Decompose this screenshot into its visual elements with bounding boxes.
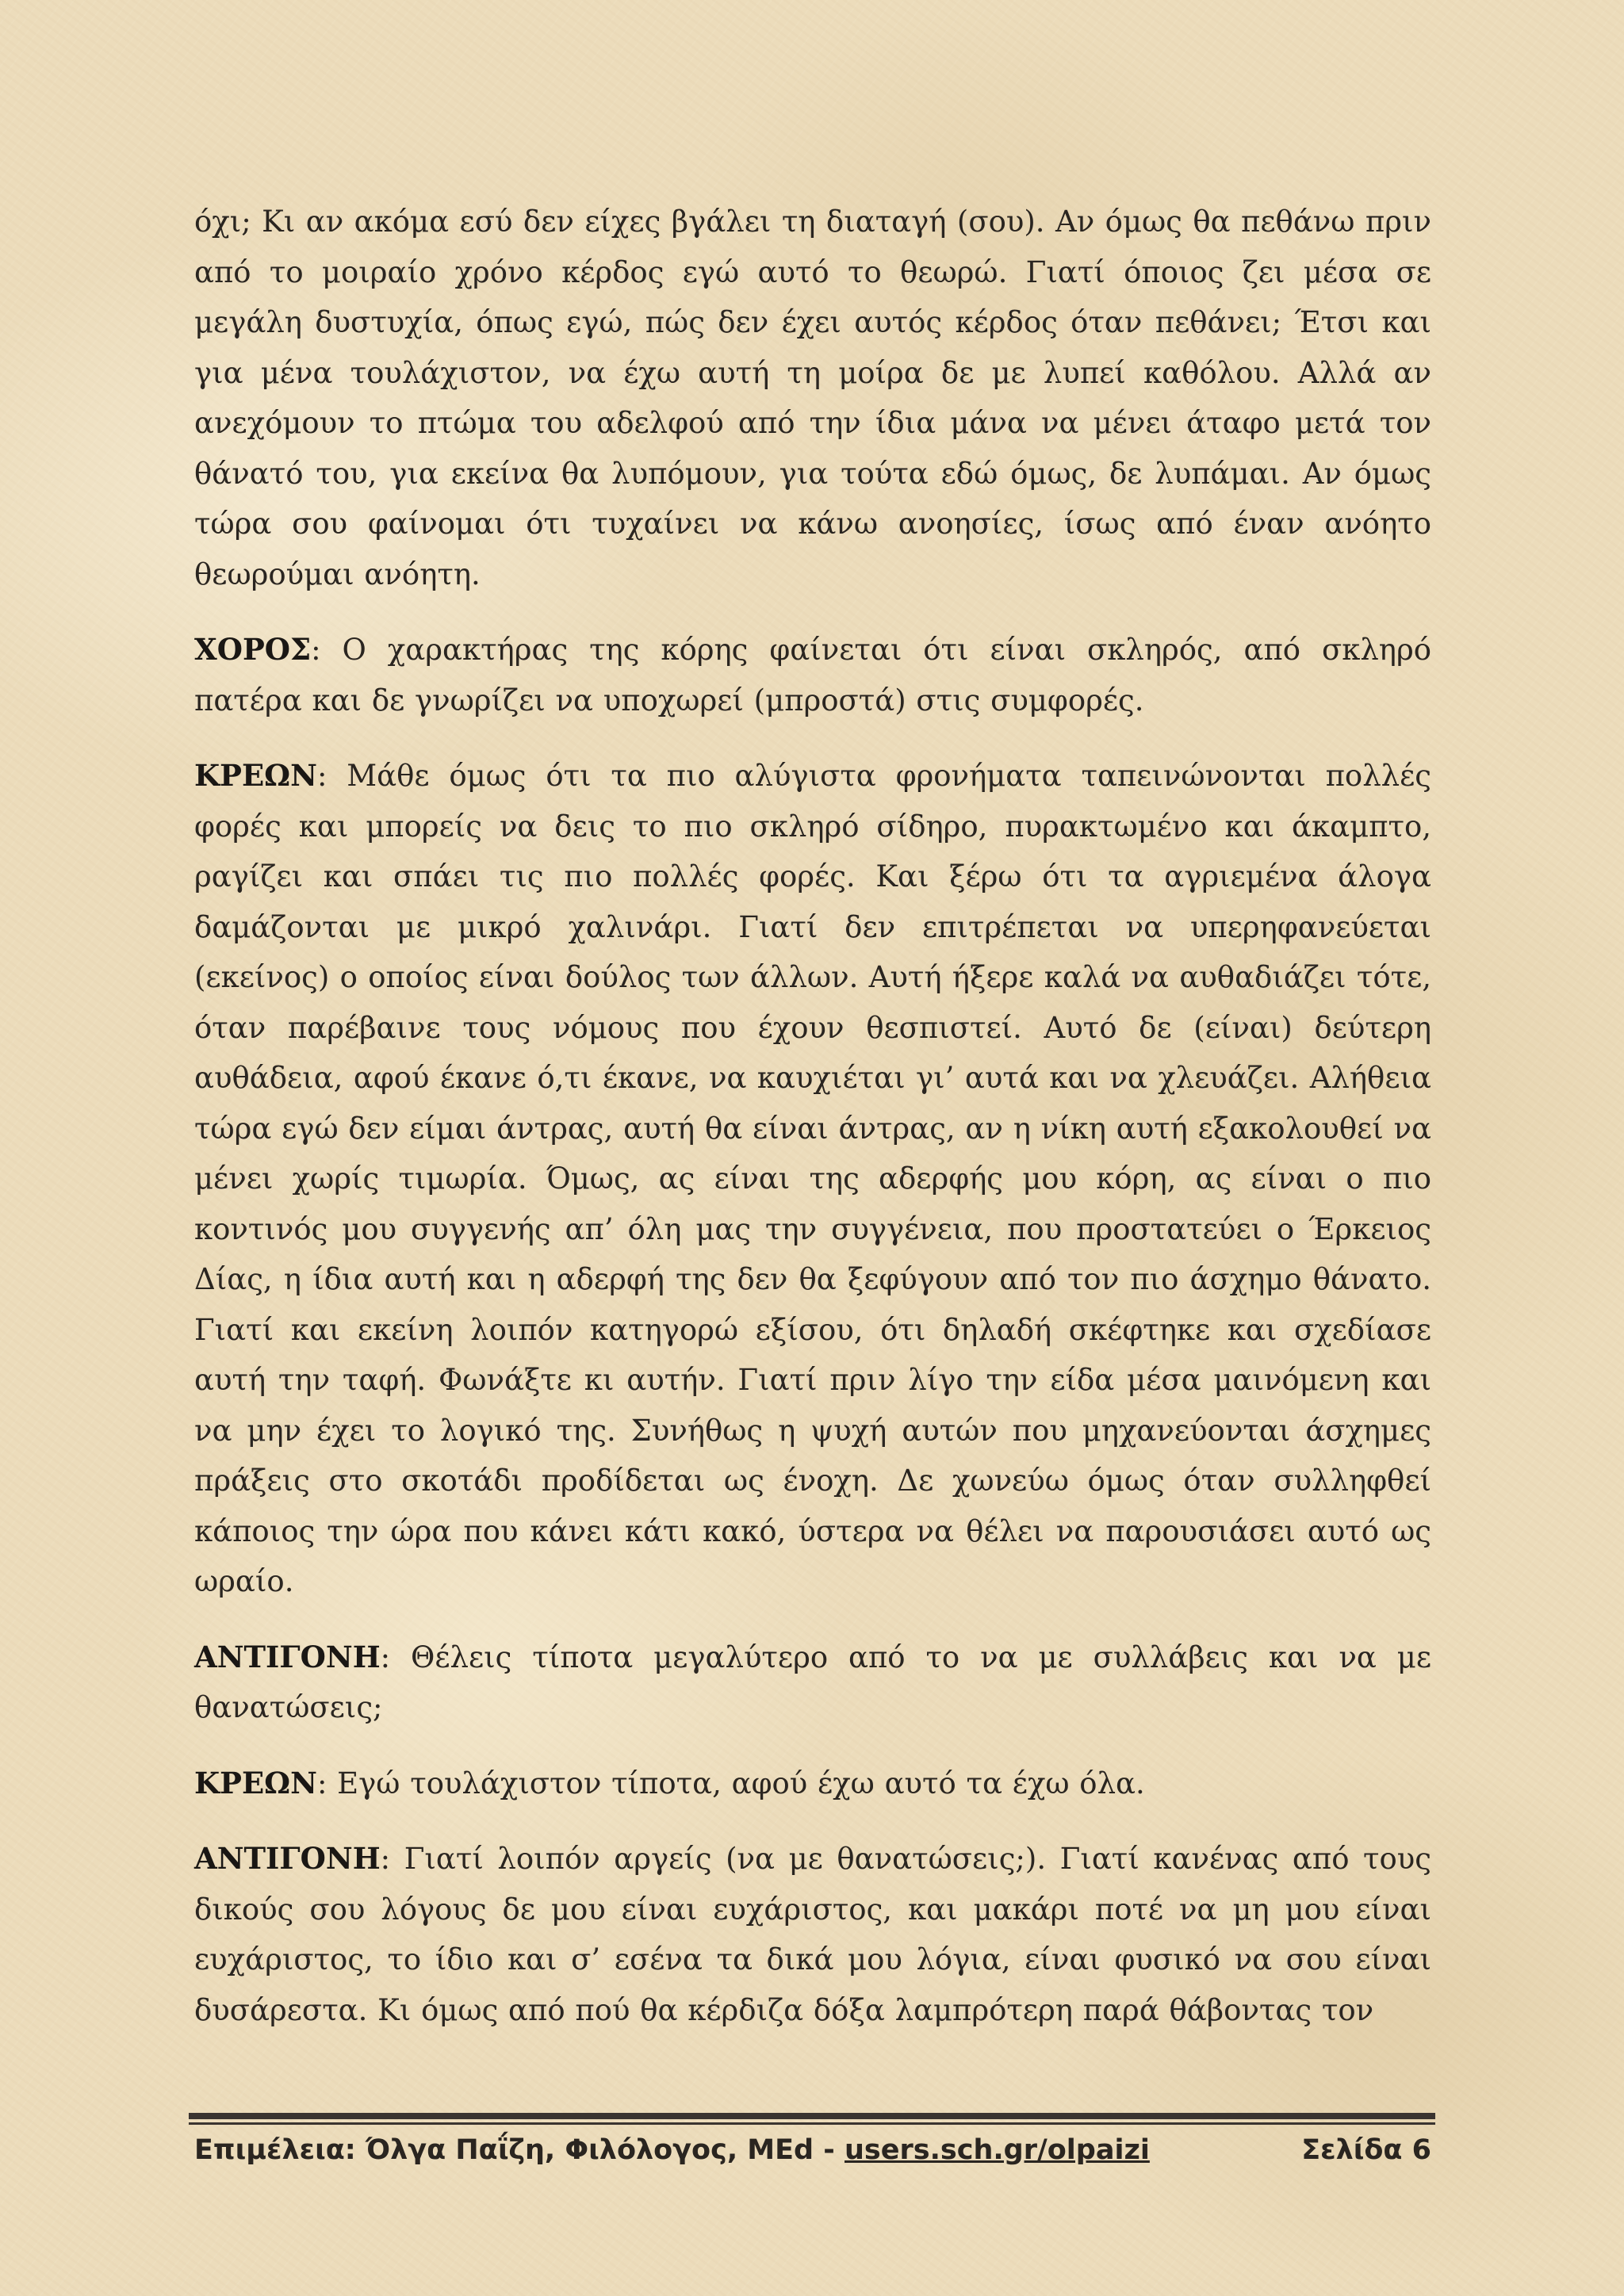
paragraph <box>194 1632 1431 1733</box>
footer-divider-thin <box>189 2122 1435 2125</box>
paragraph-text: Γιατί λοιπόν αργείς (να με θανατώσεις;). Γιατί κανένας από τους δικούς σου λόγους δε μου είναι ευχάριστος, και μακάρι ποτέ να μη μου είναι ευχάριστος, το ίδιο και σ’ εσένα τα δικά μου λόγια, είναι φυσικό να σου είναι δυσάρεστα. Κι όμως από πού θα κέρδιζα δόξα λαμπρότερη παρά θάβοντας τον <box>194 1842 1432 2027</box>
paragraph <box>194 1834 1431 2035</box>
footer-credit <box>194 2126 1150 2174</box>
page-footer <box>194 2126 1431 2174</box>
paragraph <box>194 751 1431 1607</box>
speaker-separator: : <box>380 1640 412 1674</box>
speaker-name: ΚΡΕΩΝ <box>194 758 317 793</box>
speaker-name: ΑΝΤΙΓΟΝΗ <box>194 1639 381 1674</box>
speaker-separator: : <box>380 1842 404 1876</box>
paragraph-text: Εγώ τουλάχιστον τίποτα, αφού έχω αυτό τα έχω όλα. <box>337 1766 1145 1800</box>
speaker-name: ΧΟΡΟΣ <box>194 632 312 667</box>
footer-credit-text: Επιμέλεια: Όλγα Παΐζη, Φιλόλογος, MEd - <box>194 2134 845 2166</box>
paragraph <box>194 625 1431 725</box>
paragraph-text: όχι; Κι αν ακόμα εσύ δεν είχες βγάλει τη διαταγή (σου). Αν όμως θα πεθάνω πριν από το μοιραίο χρόνο κέρδος εγώ αυτό το θεωρώ. Γιατί όποιος ζει μέσα σε μεγάλη δυστυχία, όπως εγώ, πώς δεν έχει αυτός κέρδος όταν πεθάνει; Έτσι και για μένα τουλάχιστον, να έχω αυτή τη μοίρα δε με λυπεί καθόλου. Αλλά αν ανεχόμουν το πτώμα του αδελφού από την ίδια μάνα να μένει άταφο μετά τον θάνατό του, για εκείνα θα λυπόμουν, για τούτα εδώ όμως, δε λυπάμαι. Αν όμως τώρα σου φαίνομαι ότι τυχαίνει να κάνω ανοησίες, ίσως από έναν ανόητο θεωρούμαι ανόητη. <box>194 205 1431 591</box>
speaker-name: ΚΡΕΩΝ <box>194 1765 317 1800</box>
page-number: Σελίδα 6 <box>1301 2134 1431 2166</box>
footer-divider <box>189 2113 1435 2119</box>
speaker-separator: : <box>316 759 347 793</box>
paragraph-text: Θέλεις τίποτα μεγαλύτερο από το να με συλλάβεις και να με θανατώσεις; <box>194 1640 1431 1724</box>
paragraph <box>194 1758 1431 1809</box>
footer-website-link[interactable]: users.sch.gr/olpaizi <box>845 2134 1150 2166</box>
document-body <box>194 197 1431 2061</box>
speaker-name: ΑΝΤΙΓΟΝΗ <box>194 1841 381 1876</box>
speaker-separator: : <box>316 1766 338 1800</box>
paragraph <box>194 197 1431 599</box>
paragraph-text: Μάθε όμως ότι τα πιο αλύγιστα φρονήματα ταπεινώνονται πολλές φορές και μπορείς να δεις το πιο σκληρό σίδηρο, πυρακτωμένο και άκαμπτο, ραγίζει και σπάει τις πιο πολλές φορές. Και ξέρω ότι τα αγριεμένα άλογα δαμάζονται με μικρό χαλινάρι. Γιατί δεν επιτρέπεται να υπερηφανεύεται (εκείνος) ο οποίος είναι δούλος των άλλων. Αυτή ήξερε καλά να αυθαδιάζει τότε, όταν παρέβαινε τους νόμους που έχουν θεσπιστεί. Αυτό δε (είναι) δεύτερη αυθάδεια, αφού έκανε ό,τι έκανε, να καυχιέται γι’ αυτά και να χλευάζει. Αλήθεια τώρα εγώ δεν είμαι άντρας, αυτή θα είναι άντρας, αν η νίκη αυτή εξακολουθεί να μένει χωρίς τιμωρία. Όμως, ας είναι της αδερφής μου κόρη, ας είναι ο πιο κοντινός μου συγγενής απ’ όλη μας την συγγένεια, που προστατεύει ο Έρκειος Δίας, η ίδια αυτή και η αδερφή της δεν θα ξεφύγουν από τον πιο άσχημο θάνατο. Γιατί και εκείνη λοιπόν κατηγορώ εξίσου, ότι δηλαδή σκέφτηκε και σχεδίασε αυτή την ταφή. Φωνάξτε κι αυτήν. Γιατί πριν λίγο την είδα μέσα μαινόμενη και να μην έχει το λογικό της. Συνήθως η ψυχή αυτών που μηχανεύονται άσχημες πράξεις στο σκοτάδι προδίδεται ως ένοχη. Δε χωνεύω όμως όταν συλληφθεί κάποιος την ώρα που κάνει κάτι κακό, ύστερα να θέλει να παρουσιάσει αυτό ως ωραίο. <box>194 759 1431 1598</box>
paragraph-text: Ο χαρακτήρας της κόρης φαίνεται ότι είναι σκληρός, από σκληρό πατέρα και δε γνωρίζει να υποχωρεί (μπροστά) στις συμφορές. <box>194 633 1431 718</box>
speaker-separator: : <box>311 633 343 667</box>
